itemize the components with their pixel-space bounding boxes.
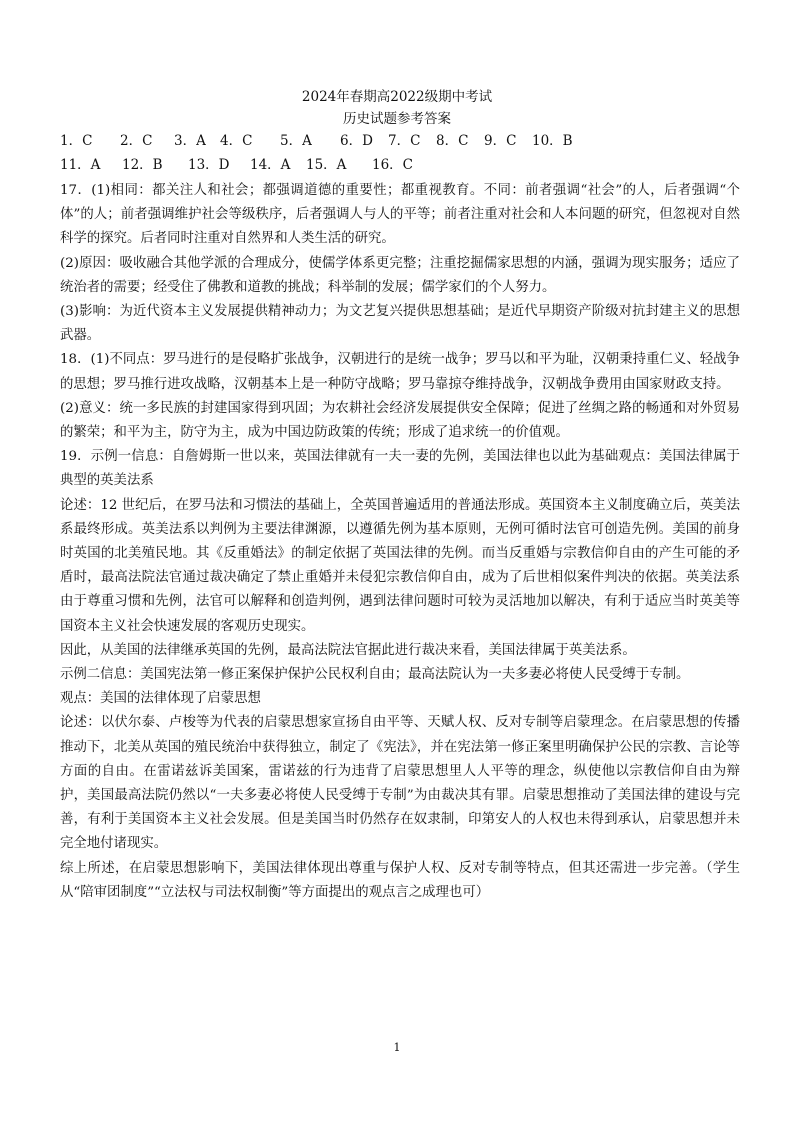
mc-answer: 7．C <box>388 133 421 149</box>
answer-paragraph: 因此，从美国的法律继承英国的先例，最高法院法官据此进行裁决来看，美国法律属于英美法系。 <box>60 642 636 658</box>
mc-answers-row-2 <box>60 155 413 175</box>
answer-paragraph: (2)原因：吸收融合其他学派的合理成分，使儒学体系更完整；注重挖掘儒家思想的内涵，强调为现实服务；适应了统治者的需要；经受住了佛教和道教的挑战；科举制的发展；儒学家们的个人努力。 <box>60 255 740 295</box>
mc-answer: 2．C <box>120 133 153 149</box>
mc-answer: 10．B <box>532 133 573 149</box>
answer-explanations <box>60 179 740 905</box>
mc-answers-row-1 <box>60 131 573 151</box>
answer-paragraph: 论述：以伏尔泰、卢梭等为代表的启蒙思想家宣扬自由平等、天赋人权、反对专制等启蒙理念。在启蒙思想的传播推动下，北美从英国的殖民统治中获得独立，制定了《宪法》，并在宪法第一修正案里明确保护公民的宗教、言论等方面的自由。在雷诺兹诉美国案，雷诺兹的行为违背了启蒙思想里人人平等的理念，纵使他以宗教信仰自由为辩护，美国最高法院仍然以“一夫多妻必将使人民受缚于专制”为由裁决其有罪。启蒙思想推动了美国法律的建设与完善，有利于美国资本主义社会发展。但是美国当时仍然存在奴隶制，印第安人的人权也未得到承认，启蒙思想并未完全地付诸现实。 <box>60 715 740 852</box>
mc-answer: 1．C <box>60 133 93 149</box>
mc-answer: 15．A <box>306 157 347 173</box>
mc-answer: 8．C <box>436 133 469 149</box>
answer-paragraph: 17．(1)相同：都关注人和社会；都强调道德的重要性；都重视教育。不同：前者强调“社会”的人，后者强调“个体”的人；前者强调维护社会等级秩序，后者强调人与人的平等；前者注重对社会和人本问题的研究，但忽视对自然科学的探究。后者同时注重对自然界和人类生活的研究。 <box>60 183 740 247</box>
mc-answer: 14．A <box>250 157 291 173</box>
answer-paragraph: (3)影响：为近代资本主义发展提供精神动力；为文艺复兴提供思想基础；是近代早期资产阶级对抗封建主义的思想武器。 <box>60 304 740 344</box>
answer-paragraph: 19．示例一信息：自詹姆斯一世以来，英国法律就有一夫一妻的先例，美国法律也以此为基础观点：美国法律属于典型的英美法系 <box>60 449 740 489</box>
mc-answer: 13．D <box>188 157 230 173</box>
mc-answer: 12．B <box>122 157 163 173</box>
answer-paragraph: (2)意义：统一多民族的封建国家得到巩固；为农耕社会经济发展提供安全保障；促进了丝绸之路的畅通和对外贸易的繁荣；和平为主，防守为主，成为中国边防政策的传统；形成了追求统一的价值观。 <box>60 400 740 441</box>
answer-paragraph: 18．(1)不同点：罗马进行的是侵略扩张战争，汉朝进行的是统一战争；罗马以和平为耻，汉朝秉持重仁义、轻战争的思想；罗马推行进攻战略，汉朝基本上是一种防守战略；罗马靠掠夺维持战争，汉朝战争费用由国家财政支持。 <box>60 352 740 392</box>
mc-answer: 4．C <box>220 133 253 149</box>
mc-answer: 3．A <box>174 133 206 149</box>
mc-answer: 6．D <box>340 133 373 149</box>
mc-answer: 16．C <box>372 157 414 173</box>
answer-key-subtitle: 历史试题参考答案 <box>343 111 451 127</box>
mc-answer: 11．A <box>60 157 101 173</box>
page-number: 1 <box>393 1041 401 1054</box>
exam-title: 2024年春期高2022级期中考试 <box>301 89 493 105</box>
mc-answer: 9．C <box>484 133 517 149</box>
mc-answer: 5．A <box>280 133 312 149</box>
answer-paragraph: 论述：12 世纪后，在罗马法和习惯法的基础上，全英国普遍适用的普通法形成。英国资本主义制度确立后，英美法系最终形成。英美法系以判例为主要法律渊源，以遵循先例为基本原则，无例可循时法官可创造先例。美国的前身时英国的北美殖民地。其《反重婚法》的制定依据了英国法律的先例。而当反重婚与宗教信仰自由的产生可能的矛盾时，最高法院法官通过裁决确定了禁止重婚并未侵犯宗教信仰自由，成为了后世相似案件判决的依据。英美法系由于尊重习惯和先例，法官可以解释和创造判例，遇到法律问题时可较为灵活地加以解决，有利于适应当时英美等国资本主义社会快速发展的客观历史现实。 <box>60 497 740 634</box>
answer-paragraph: 示例二信息：美国宪法第一修正案保护保护公民权利自由；最高法院认为一夫多妻必将使人民受缚于专制。 <box>60 667 690 683</box>
answer-paragraph: 观点：美国的法律体现了启蒙思想 <box>60 691 261 707</box>
answer-paragraph: 综上所述，在启蒙思想影响下，美国法律体现出尊重与保护人权、反对专制等特点，但其还需进一步完善。（学生从“陪审团制度”“立法权与司法权制衡”等方面提出的观点言之成理也可） <box>60 860 740 900</box>
